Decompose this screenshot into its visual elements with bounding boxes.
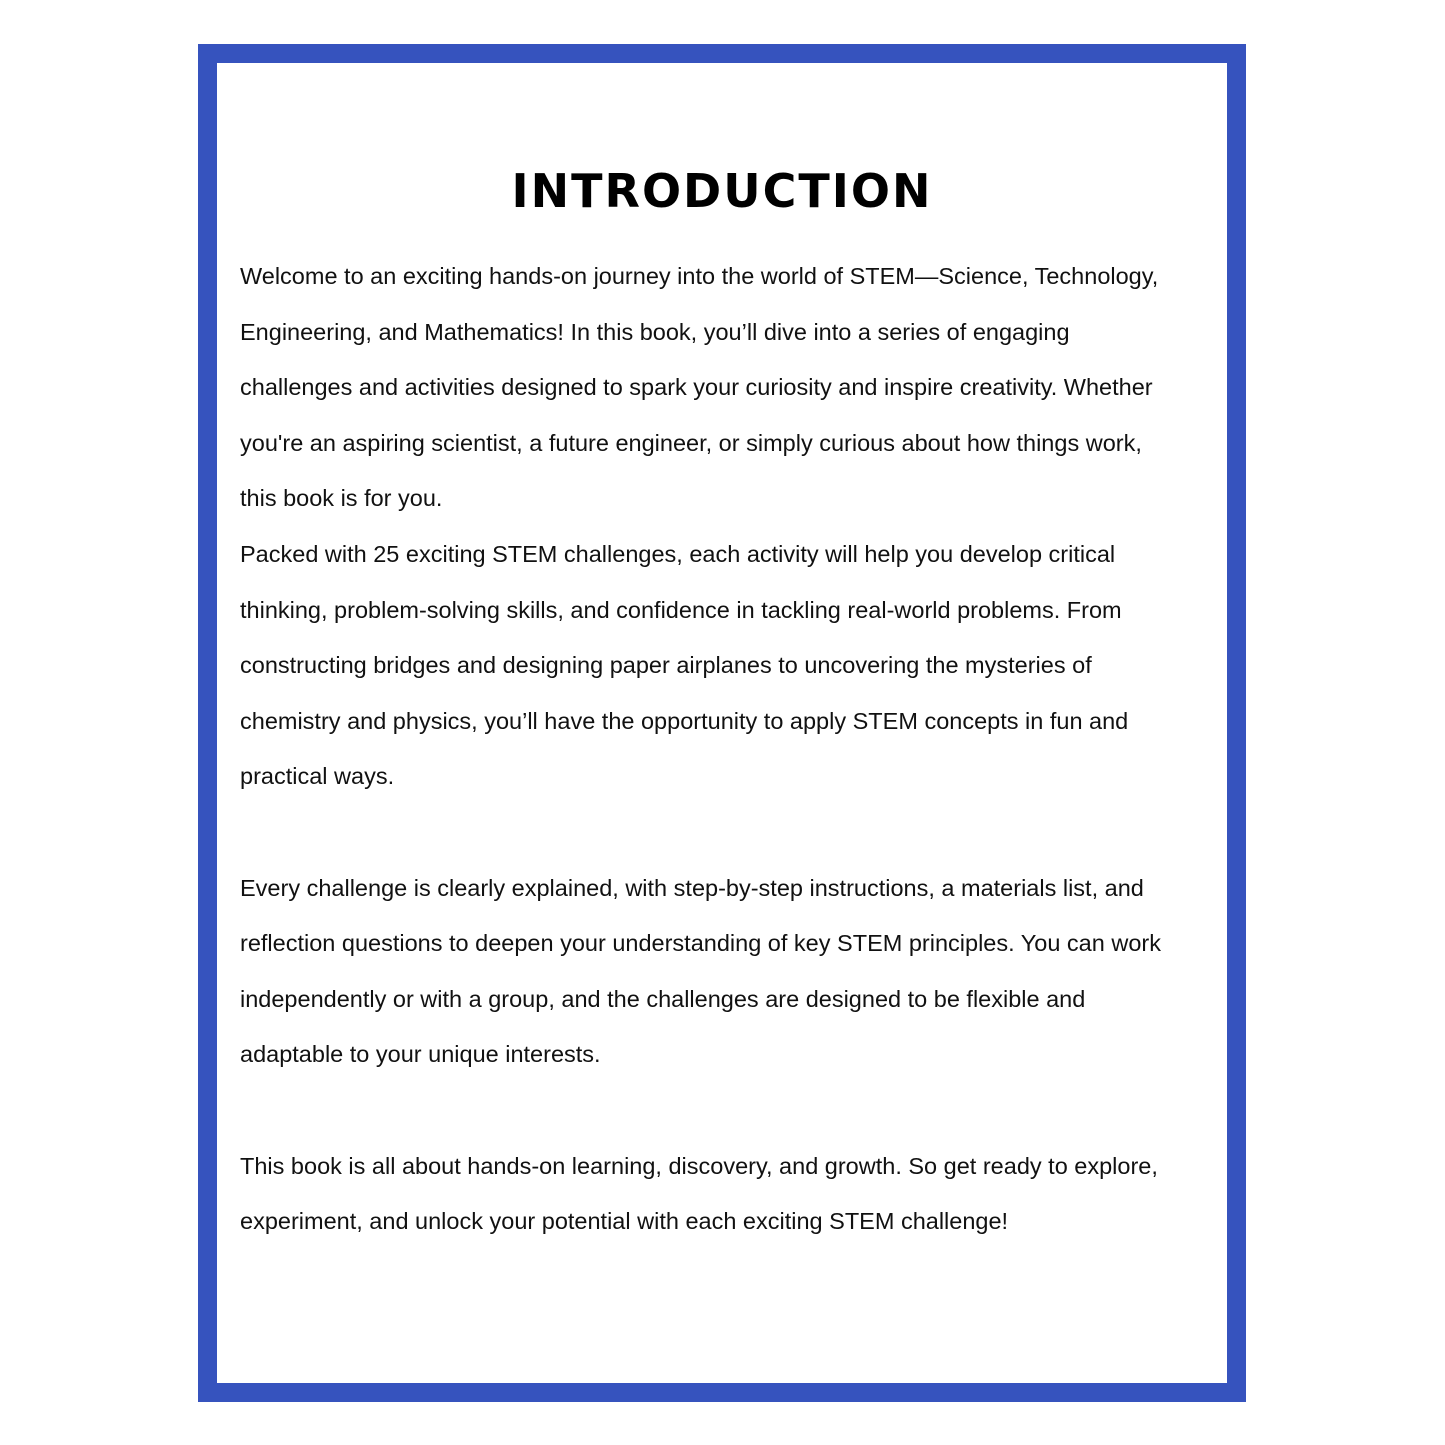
- paragraph-spacer: [240, 1083, 1210, 1139]
- text-line: Every challenge is clearly explained, with step-by-step instructions, a materials list, and: [240, 874, 1144, 901]
- text-line: Engineering, and Mathematics! In this book, you’ll dive into a series of engaging: [240, 318, 1070, 345]
- text-line: thinking, problem-solving skills, and confidence in tackling real-world problems. From: [240, 596, 1122, 623]
- paragraph-spacer: [240, 805, 1210, 861]
- text-line: practical ways.: [240, 763, 395, 790]
- paragraph-closing: [240, 1139, 1210, 1250]
- text-line: Packed with 25 exciting STEM challenges, each activity will help you develop critical: [240, 540, 1116, 567]
- text-line: independently or with a group, and the challenges are designed to be flexible and: [240, 985, 1086, 1012]
- body-text: [240, 249, 1210, 1250]
- paragraph-challenges: [240, 527, 1210, 805]
- page-title: INTRODUCTION: [511, 164, 933, 218]
- page-frame: [198, 44, 1246, 1402]
- text-line: this book is for you.: [240, 485, 443, 512]
- text-line: chemistry and physics, you’ll have the opportunity to apply STEM concepts in fun and: [240, 707, 1129, 734]
- text-line: reflection questions to deepen your understanding of key STEM principles. You can work: [240, 930, 1161, 957]
- text-line: you're an aspiring scientist, a future engineer, or simply curious about how things work,: [240, 429, 1142, 456]
- text-line: experiment, and unlock your potential with each exciting STEM challenge!: [240, 1208, 1009, 1235]
- text-line: adaptable to your unique interests.: [240, 1041, 601, 1068]
- text-line: Welcome to an exciting hands-on journey into the world of STEM—Science, Technology,: [240, 263, 1159, 289]
- text-line: This book is all about hands-on learning, discovery, and growth. So get ready to explore,: [240, 1152, 1158, 1179]
- text-line: challenges and activities designed to spark your curiosity and inspire creativity. Whether: [240, 374, 1153, 401]
- text-line: constructing bridges and designing paper airplanes to uncovering the mysteries of: [240, 652, 1092, 679]
- paragraph-welcome: [240, 249, 1210, 527]
- paragraph-explained: [240, 861, 1210, 1083]
